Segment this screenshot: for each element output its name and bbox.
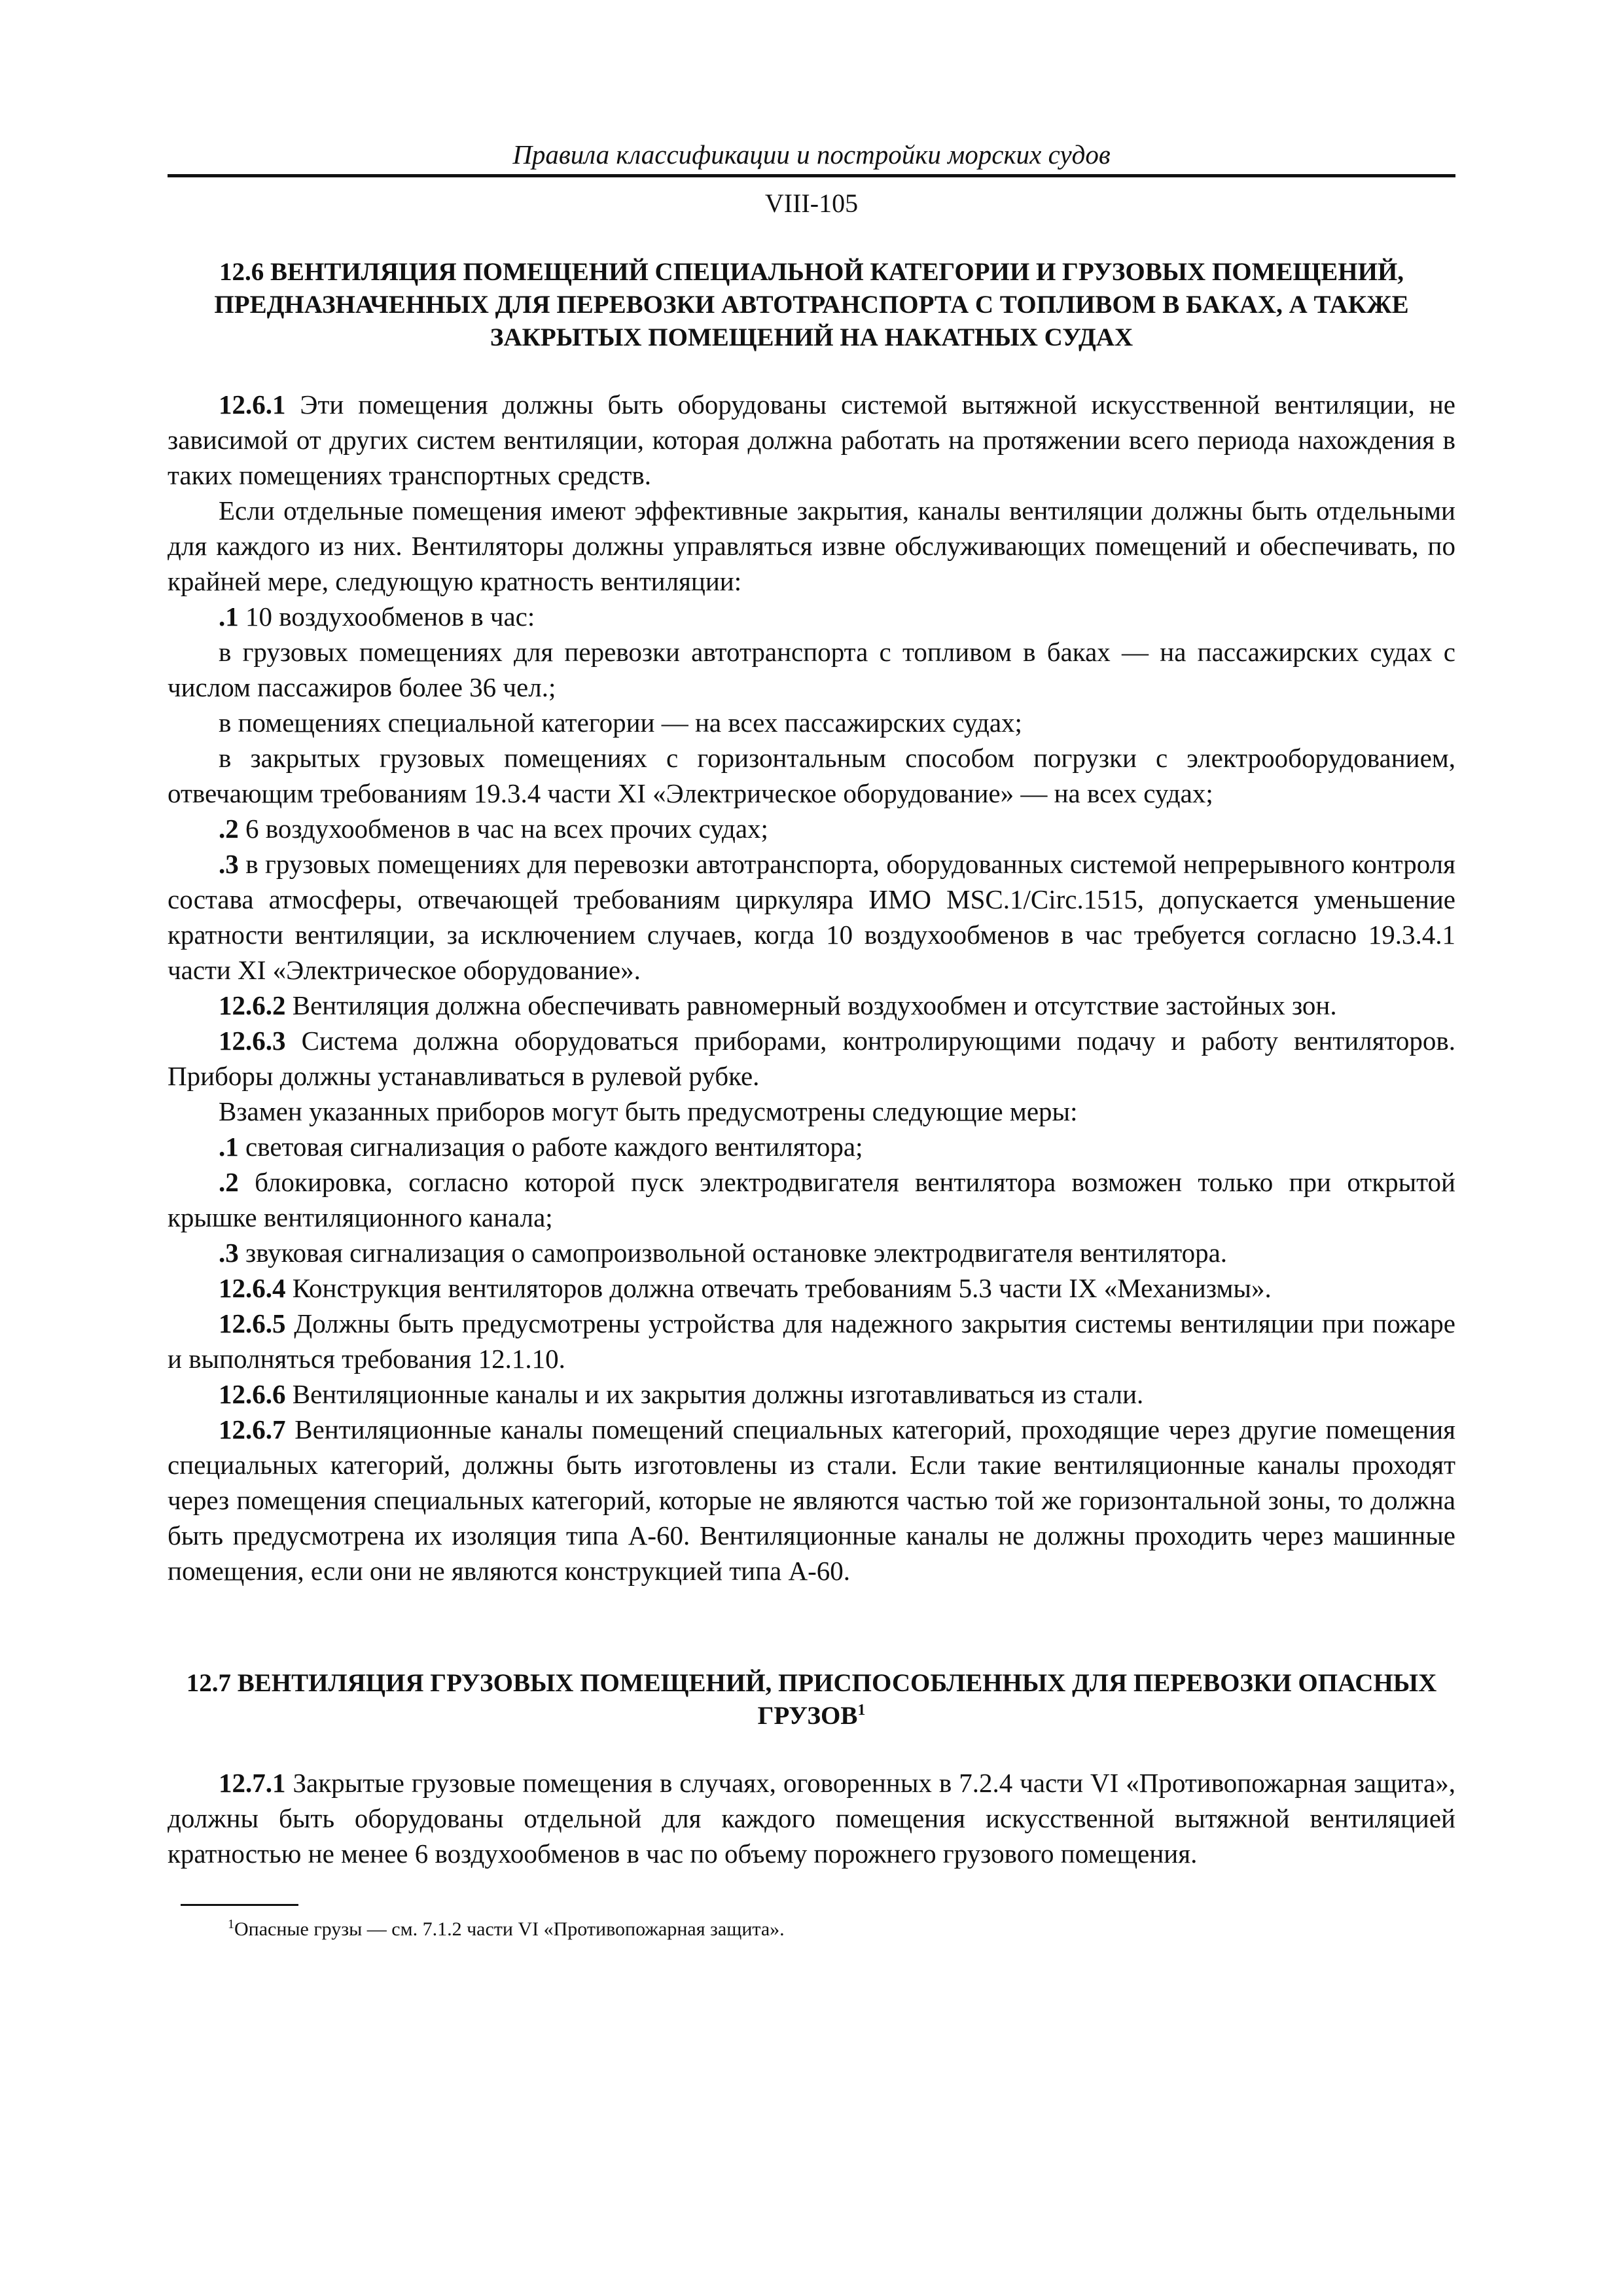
- clause-number: 12.6.2: [219, 990, 286, 1020]
- header-rule: [168, 174, 1455, 177]
- paragraph-text: звуковая сигнализация о самопроизвольной остановке электродвигателя вентилятора.: [238, 1238, 1228, 1268]
- list-item-3: [168, 846, 1455, 988]
- item-number: .3: [219, 1238, 239, 1268]
- list-subitem-special: [168, 705, 1455, 740]
- section-body-12-7: [168, 1765, 1455, 1871]
- paragraph-text: Эти помещения должны быть оборудованы системой вытяжной искусственной вентиляции, не зависимой от других систем вентиляции, которая должна работать на протяжении всего периода нахождения в таких помещениях транспортных средств.: [168, 389, 1455, 490]
- paragraph-text: световая сигнализация о работе каждого вентилятора;: [238, 1132, 863, 1162]
- paragraph-12-6-1-separate: [168, 493, 1455, 599]
- section-title-12-7: [168, 1667, 1455, 1732]
- paragraph-text: в грузовых помещениях для перевозки автотранспорта, оборудованных системой непрерывного контроля состава атмосферы, отвечающей требованиям циркуляра ИМО MSC.1/Circ.1515, допускается уменьшение кратности вентиляции, за исключением случаев, когда 10 воздухообменов в час требуется согласно 19.3.4.1 части XI «Электрическое оборудование».: [168, 849, 1455, 985]
- list-item-2: [168, 811, 1455, 846]
- paragraph-12-6-1: [168, 387, 1455, 493]
- item-number: .3: [219, 849, 239, 879]
- paragraph-text: в помещениях специальной категории — на всех пассажирских судах;: [219, 708, 1022, 738]
- paragraph-text: 10 воздухообменов в час:: [238, 601, 535, 632]
- paragraph-text: Вентиляционные каналы и их закрытия должны изготавливаться из стали.: [285, 1379, 1144, 1409]
- item-number: .2: [219, 814, 239, 844]
- paragraph-text: 6 воздухообменов в час на всех прочих судах;: [238, 814, 768, 844]
- paragraph-12-6-2: [168, 988, 1455, 1023]
- paragraph-text: Система должна оборудоваться приборами, контролирующими подачу и работу вентиляторов. Приборы должны устанавливаться в рулевой рубке.: [168, 1026, 1455, 1091]
- running-head: Правила классификации и постройки морских судов: [512, 139, 1111, 170]
- paragraph-text: Вентиляция должна обеспечивать равномерный воздухообмен и отсутствие застойных зон.: [285, 990, 1337, 1020]
- page-number: VIII-105: [764, 188, 859, 218]
- paragraph-12-6-5: [168, 1306, 1455, 1376]
- paragraph-text: в грузовых помещениях для перевозки автотранспорта с топливом в баках — на пассажирских судах с числом пассажиров более 36 чел.;: [168, 637, 1455, 702]
- clause-number: 12.6.3: [219, 1026, 286, 1056]
- alt-item-2: [168, 1164, 1455, 1235]
- alt-item-1: [168, 1129, 1455, 1164]
- item-number: .2: [219, 1167, 239, 1197]
- clause-number: 12.6.4: [219, 1273, 286, 1303]
- paragraph-text: Закрытые грузовые помещения в случаях, оговоренных в 7.2.4 части VI «Противопожарная защита», должны быть оборудованы отдельной для каждого помещения искусственной вытяжной вентиляцией кратностью не менее 6 воздухообменов в час по объему порожнего грузового помещения.: [168, 1768, 1455, 1869]
- list-subitem-closed: [168, 740, 1455, 811]
- paragraph-text: в закрытых грузовых помещениях с горизонтальным способом погрузки с электрооборудованием, отвечающим требованиям 19.3.4 части XI «Электрическое оборудование» — на всех судах;: [168, 743, 1455, 808]
- list-subitem-cargo: [168, 634, 1455, 705]
- page-header: [168, 137, 1455, 221]
- item-number: .1: [219, 1132, 239, 1162]
- paragraph-12-7-1: [168, 1765, 1455, 1871]
- item-number: .1: [219, 601, 239, 632]
- paragraph-text: Должны быть предусмотрены устройства для надежного закрытия системы вентиляции при пожаре и выполняться требования 12.1.10.: [168, 1308, 1455, 1374]
- paragraph-alternatives: [168, 1094, 1455, 1129]
- document-page: [168, 137, 1455, 1943]
- footnote-rule: [181, 1904, 298, 1906]
- section-title-12-6: 12.6 ВЕНТИЛЯЦИЯ ПОМЕЩЕНИЙ СПЕЦИАЛЬНОЙ КАТЕГОРИИ И ГРУЗОВЫХ ПОМЕЩЕНИЙ, ПРЕДНАЗНАЧЕННЫХ ДЛЯ ПЕРЕВОЗКИ АВТОТРАНСПОРТА С ТОПЛИВОМ В БАКАХ, А ТАКЖЕ ЗАКРЫТЫХ ПОМЕЩЕНИЙ НА НАКАТНЫХ СУДАХ: [214, 258, 1409, 351]
- paragraph-text: Конструкция вентиляторов должна отвечать требованиям 5.3 части IX «Механизмы».: [285, 1273, 1272, 1303]
- paragraph-text: Вентиляционные каналы помещений специальных категорий, проходящие через другие помещения специальных категорий, должны быть изготовлены из стали. Если такие вентиляционные каналы проходят через помещения специальных категорий, которые не являются частью той же горизонтальной зоны, то должна быть предусмотрена их изоляция типа A-60. Вентиляционные каналы не должны проходить через машинные помещения, если они не являются конструкцией типа A-60.: [168, 1414, 1455, 1586]
- paragraph-12-6-4: [168, 1270, 1455, 1306]
- paragraph-text: Если отдельные помещения имеют эффективные закрытия, каналы вентиляции должны быть отдельными для каждого из них. Вентиляторы должны управляться извне обслуживающих помещений и обеспечивать, по крайней мере, следующую кратность вентиляции:: [168, 495, 1455, 596]
- clause-number: 12.7.1: [219, 1768, 286, 1798]
- footnote-area: [168, 1904, 1455, 1943]
- clause-number: 12.6.5: [219, 1308, 286, 1338]
- clause-number: 12.6.1: [219, 389, 286, 420]
- clause-number: 12.6.7: [219, 1414, 286, 1444]
- paragraph-12-6-3: [168, 1023, 1455, 1094]
- alt-item-3: [168, 1235, 1455, 1270]
- footnote-mark: 1: [228, 1917, 234, 1931]
- paragraph-12-6-7: [168, 1412, 1455, 1588]
- section-body-12-6: [168, 387, 1455, 1588]
- paragraph-12-6-6: [168, 1376, 1455, 1412]
- list-item-1: [168, 599, 1455, 634]
- footnote: [228, 1911, 1455, 1943]
- footnote-text: Опасные грузы — см. 7.1.2 части VI «Противопожарная защита».: [234, 1918, 785, 1940]
- section-title-text: 12.7 ВЕНТИЛЯЦИЯ ГРУЗОВЫХ ПОМЕЩЕНИЙ, ПРИСПОСОБЛЕННЫХ ДЛЯ ПЕРЕВОЗКИ ОПАСНЫХ ГРУЗОВ: [186, 1669, 1437, 1730]
- paragraph-text: Взамен указанных приборов могут быть предусмотрены следующие меры:: [219, 1096, 1078, 1126]
- footnote-reference[interactable]: 1: [857, 1702, 866, 1719]
- paragraph-text: блокировка, согласно которой пуск электродвигателя вентилятора возможен только при открытой крышке вентиляционного канала;: [168, 1167, 1455, 1232]
- clause-number: 12.6.6: [219, 1379, 286, 1409]
